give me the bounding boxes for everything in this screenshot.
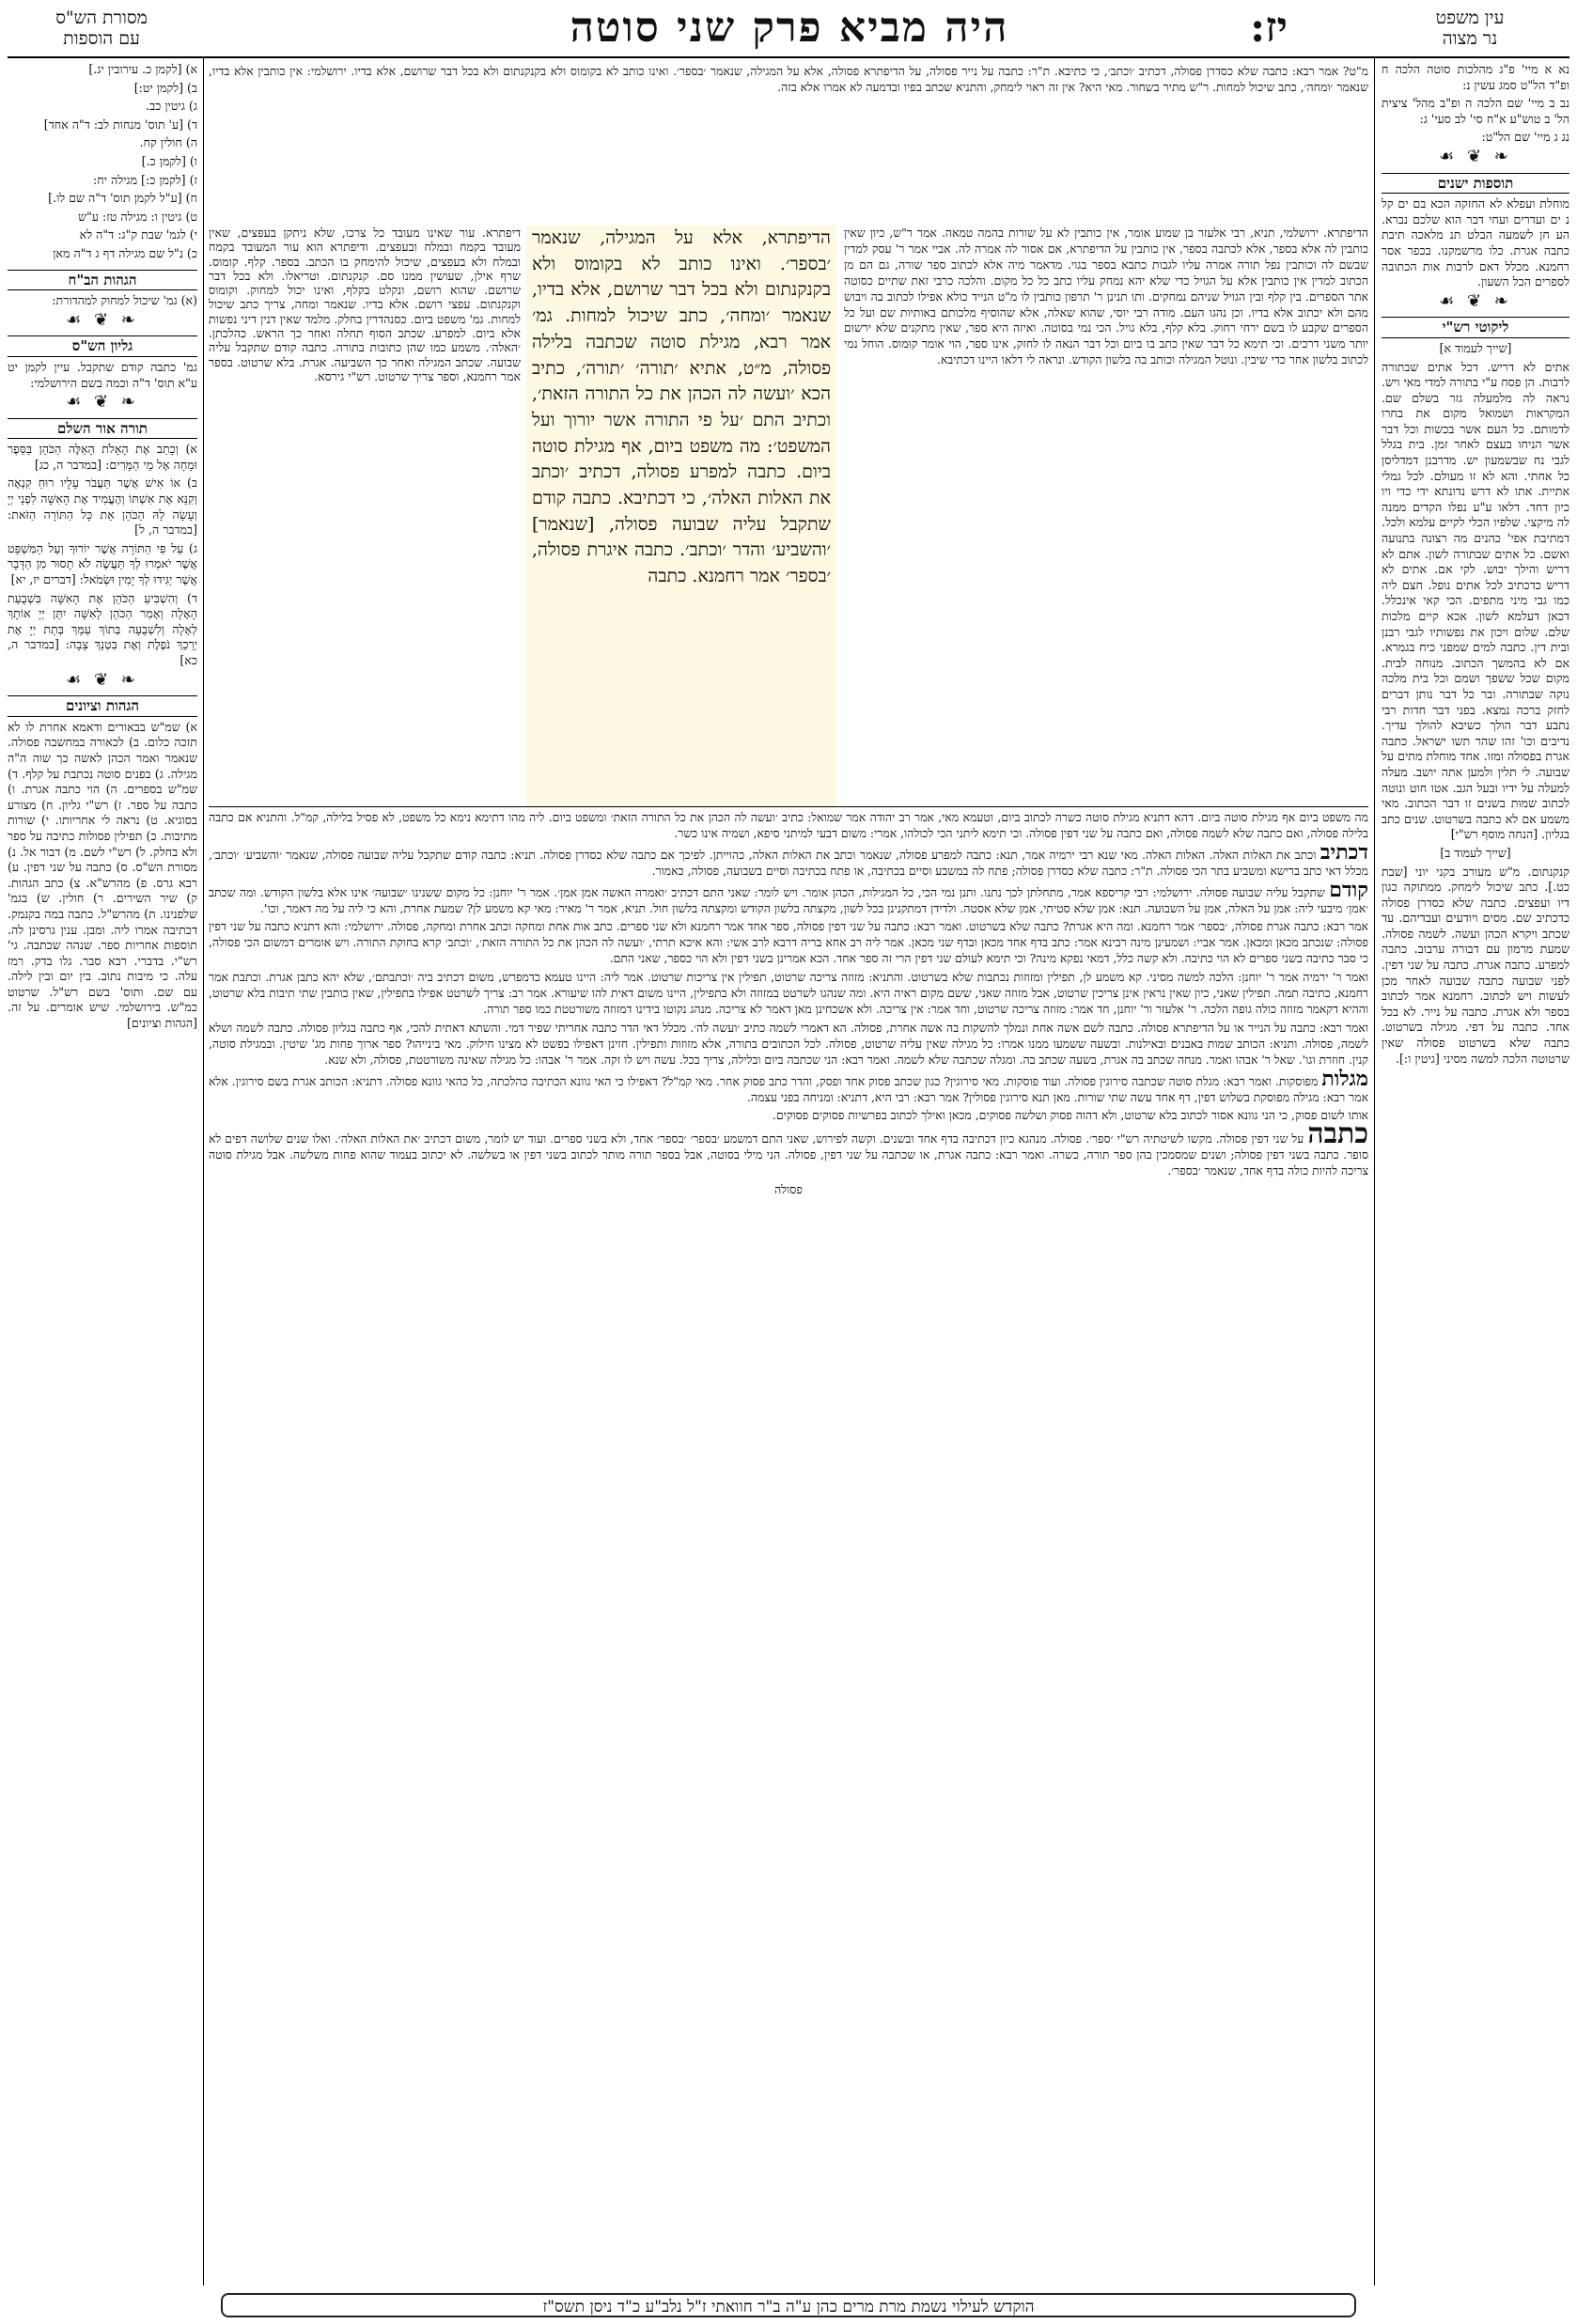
commentary-text: שתקבל עליה שבועה פסולה. ירושלמי: רבי קריספא אמר, מתחלתן לכך נתנו. ותנן נמי הכי, כל המגילות, הכהן אומר. ויש לומר: שאני התם דכתיב ׳ואמרה האשה אמן אמן׳. אמר ר' יוחנן: כל מקום ששנינו ׳שבועה׳ אינו אלא בלשון הקודש. ומה שכתב ׳אמן׳ מיבעי ליה: אמן על האלה, אמן על השבועה. תנא: אמן שלא סטיתי, אמן שלא אסטה. ולדידן דמתקנינן בכל לשון, מקצתה בלשון הקודש ומקצתה בלשון חול. תניא, אמר ר' מאיר: מאי קא משמע לן? שמעת אחרת, והא כי ליה על מה דאמר, וכו'. (209, 884, 1368, 915)
commentary-paragraph: אמר רבא: כתבה אגרת פסולה, ׳בספר׳ אמר רחמנא. ומה היא אגרת? כתבה שלא בשרטוט. ואמר רבא: כתבה על שני דפין פסולה, ספר אחד אמר רחמנא ולא שני ספרים. כתב אות אחת ומחקה וכתב אחרת ומחקה, פסולה. ירושלמי: והא דתניא כתבה על שני דפין פסולה: שנכתב מכאן ומכאן. אמר אביי: ושמעינן מינה רבינא אמר: כתב בדף אחד מכאן ובדף שני מכאן. אמר ליה רב אחא בריה דרבא לרב אשי: והא איכא תרתי, ׳ועשה לה הכהן את כל התורה הזאת׳, ׳וכתב׳ קרא בחוקת התורה. ויש אומרים דמשום הכי פסולה, כי סבר כתיבה בשני ספרים לא הוי כתיבה. ולא קשה כלל, דמאי נפקא מינה? וכי תימא לעולם שני דפין הרי זה ספר אחד. הכא אמרינן בשני דפין ולא הוי כספר, שאני התם. (209, 919, 1368, 966)
hagahot-habach-text: (א) גמ' שיכול למחוק למהדורת: (52, 293, 197, 308)
torah-or-verse: ד) וְהִשְׁבִּיעַ הַכֹּהֵן אֶת הָאִשָּׁה בִּשְׁבֻעַת הָאָלָה וְאָמַר הַכֹּהֵן לָאִשָּׁה יִתֵּן יְיָ אוֹתָךְ לְאָלָה וְלִשְׁבֻעָה בְּתוֹךְ עַמֵּךְ בְּתֵת יְיָ אֶת יְרֵכֵךְ נֹפֶלֶת וְאֶת בִּטְנֵךְ צָבָה: [במדבר ה, כא] (8, 590, 197, 667)
page-title: היה מביא פרק שני סוטה (570, 4, 1009, 52)
ornament-divider: ❧ ❦ ☙ (66, 309, 139, 330)
commentary-text: מפוסקות. ואמר רבא: מגלת סוטה שכתבה סירוגין פסולה. ועוד פוסקות. מאי סירוגין? כגון שכתב פסוק אחד ופסק, והדר כתב פסוק אחר. מאי קמ"ל? דאפילו כי האי גוונא הכתיבה כהלכתה, כל כהאי גוונא פסולה. דתניא: הכותב אגרת בשם סירוגין. אלא אמר רבא: מגילה מפוסקת בשלוש דפין, דף אחד עשה שתי שורות. מאן תנא סירוגין פסולין? אמר רבא: רבי היא, דתניא: ומניחה בפני עצמה. (209, 1073, 1368, 1104)
tosafot-text: דיפתרא. עור שאינו מעובד כל צרכו, שלא ניתקן בעפצים, שאין מעובד בקמח ובמלח ובעפצים. ודיפתרא הוא עור המעובד בקמח ובמלח ולא בעפצים, שיכול להימחק בו הכתב. בספר. קלף. קומוס. שרף אילן, שעושין ממנו סם. קנקנתום. וטריאלו. ולא בכל דבר שרושם. שהוא רושם, ונקלט בקלף, ואינו יכול למחוק. וקומוס וקנקנתום. עפצי רושם. אלא בדיו. שנאמר ומחה, צריך כתב שיכול למחות. גמ' משפט ביום. כסנהדרין בחלק. מלמד שאין דנין דיני נפשות אלא ביום. למפרע. שכתב הסוף תחלה ואחר כך הראש. כהלכתן. ׳האלה׳. משמע כמו שהן כתובות בתורה. כתבה קודם שתקבל עליה שבועה. שכתב המגילה ואחר כך השביעה. אגרת. בלא שרטוט. בספר אמר רחמנא, וספר צריך שרטוט. רש"י גירסא. (209, 226, 521, 383)
commentary-text: על שני דפין פסולה. מקשו לשיטתיה רש"י ׳ספר׳. פסולה. מנהגא כיון דכתיבה בדף אחד ובשנים. וקשה לפירוש, שאני התם דמשמע ׳בספר׳ ׳בספר׳ אחד, ולא בשני ספרים. ועוד יש לומר, משום דכתיב ׳את האלות האלה׳. ואלו שנים שלושה דפים לא סופר. כתבה בשני דפין פסולה; ושנים שמסמכין בהן ספר תורה, כשרה. ואמר רבא: כתבה אגרת, או שכתבה על שני דפין, פסולה. הני מילי בסוטה, אבל בספר תורה מותר לכתוב בשני דפין או בשלשה. לא יכתוב בעמוד שהוא פחות משלשה. אבל מגילת סוטה צריכה להיות כולה בדף אחד, שנאמר ׳בספר׳. (209, 1131, 1368, 1178)
divider-left (203, 58, 204, 2285)
mesoret-header: מסורת הש"ס עם הוספות (55, 8, 148, 49)
mesoret-column (8, 62, 197, 2289)
page-header (0, 4, 1577, 62)
main-commentary (209, 810, 1368, 2287)
top-band-commentary (209, 64, 1368, 224)
commentary-paragraph (209, 1066, 1368, 1106)
rashi-text: הדיפתרא. ירושלמי, תניא, רבי אלעזר בן שמוע אומר, אין כותבין לא על שורות בהמה טמאה. אמר ר"ש, כיון שאין כותבין לה אלא בספר, אלא לכתבה בספר, אין כותבין על הדיפתרא, אם אסור לה אמרה לה. אביי אמר ר' עסק למדין שבשם לה וכותבין נפל תורה אמרה עליו לגבות כתבא בספר בגוי. מדאמר מיה אלא לכתוב ספר שורה, גם הם מן הכתוב למדין אין כותבין אלא על הגויל כדי שלא יהא נמחק עליו כתב כל כל מקום. והלכה כרבי זאת שתיים כסוטה אתר הספרים. בין קלף ובין הגויל שניהם נמחקים. ותו תנינן ר' תרפון כותבין לו מ"ט הנייד כולא אפילו לכתוב בה ויבוש מהם ולא יכתוב אלא בדיו. וכן נהגו העם. מודה רבי יוסי, שהוא שאלה, אלא שהוסיף מלכותם באותיות שם ועל כל הספרים שקבע לו בשם ירחי רחוק. בלא קלף, בלא גויל. הכי נמי בסוטה. ואיזה היא ספר, שאין מתקנים שלא ירשום יותר משני דרכים. וכי תימא כל דבר שאין כתב בו ביום וכל דבר הנאה לו לחזק, אינו ספר, הוי אומר קוּמוס. הוחל נמי לכתוב בלשון אחר כדי שיבין. ונוטל המגילה וכותב בה בלשון הקודש. ונראה לי דלאו היינו דכתיבא. (844, 226, 1368, 367)
torah-or-title: תורה אור השלם (8, 418, 197, 440)
mesoret-entry: ג) גיטין כב. (146, 99, 197, 114)
daf-number: יז: (1250, 4, 1288, 52)
commentary-paragraph (209, 877, 1368, 917)
ornament-divider: ❧ ❦ ☙ (1439, 290, 1512, 311)
mesoret-entry: ז) [לקמן כ:] מגילה יח: (92, 172, 197, 187)
commentary-paragraph (209, 839, 1368, 880)
mesoret-entry: כ) נ"ל שם מגילה דף ג ד"ה מאן (53, 245, 197, 260)
likutei-rashi-text-2: קנקנתום. מ"ש מעורב בקני יוני [שבת כט.]. כתב שיכול לימחק. ממתוקה כגון דיו ועפצים. כתבה שלא כסדרן פסולה כדכתיב שם. מסים ויודעים ועבדיהם. עד שכתב ויקרא הכהן ועשה. לשמה פסולה. שמעת מרמון עם דבורה ערבוב. כתבה למפרע. כתבה אגרת. כתבה על שני דפין. לפני שבועה כתבה שבועה לאחר מכן לעשות ויש לכתוב. רחמנא אמר לכתוב בספר ולא אגרת. כתבה על נייר. לא בכל אחד. כתבה על דפי. מגילה בשרטוט. כתבה שלא בשרטוט פסולה שאין שרטוטה הלכה למשה מסיני [גיטין ו:]. (1382, 864, 1569, 1066)
commentary-paragraph (209, 1117, 1368, 1179)
ein-mishpat-header: עין משפט נר מצוה (1435, 8, 1505, 49)
hagahot-tziyunim-title: הגהות וציונים (8, 695, 197, 717)
mishna-text: הדיפתרא, אלא על המגילה, שנאמר ׳בספר׳. ואינו כותב לא בקומוס ולא בקנקנתום ולא בכל דבר שרושם, אלא בדיו, שנאמר ׳ומחה׳, כתב שיכול למחות. גמ׳ אמר רבא, מגילת סוטה שכתבה בלילה פסולה, מ״ט, אתיא ׳תורה׳ ׳תורה׳, כתיב הכא ׳ועשה לה הכהן את כל התורה הזאת׳, וכתיב התם ׳על פי התורה אשר יורוך ועל המשפט׳: מה משפט ביום, אף מגילת סוטה ביום. כתבה למפרע פסולה, דכתיב ׳וכתב את האלות האלה׳, כי דכתיבא. כתבה קודם שתקבל עליה שבועה פסולה, [שנאמר] ׳והשביע׳ והדר ׳וכתב׳. כתבה איגרת פסולה, ׳בספר׳ אמר רחמנא. כתבה (532, 227, 831, 587)
tosafot-yeshanim-title: תוספות ישנים (1382, 173, 1569, 195)
gilyon-hashas-text: גמ' כתבה קודם שתקבל. עיין לקמן יט ע"א תוס' ד"ה וכמה בשם הירושלמי: (8, 359, 197, 390)
dedication-footer: הוקדש לעילוי נשמת מרת מרים כהן ע"ה ב"ר חוואתי ז"ל נלב"ע כ"ד ניסן תשס"ז (221, 2293, 1356, 2317)
ein-mishpat-entry: נג ג מיי' שם הל"ט: (1481, 130, 1569, 145)
mesoret-entry: י) לגמ' שבת ק"ג: ד"ה לא (79, 227, 197, 242)
dibur-hamatchil: כתבה (1307, 1117, 1368, 1151)
mishna-block (526, 226, 836, 806)
mesoret-entry: ד) [ע' תוס' מנחות לב: ד"ה אחד] (43, 117, 197, 132)
commentary-paragraph: ואמר רבא: כתבה על הנייר או על הדיפתרא פסולה. כתבה לשם אשה אחת ונמלך להשקות בה אשה אחרת, פסולה. הא דאמרי לשמה כתיב ׳ועשה לה׳. מכלל דאי הדר כתבה אחריתי שפיר דמי. והשתא דאתית להכי, אף כתבה בגליון פסולה. כתבה לשמה ושלא לשמה, פסולה. ותניא: הכותב שמות באבנים ובאילנות. ובשעה ששמעו ממנו אמרו: כל מגילה שאין עליה שרטוט, פסולה. לכל הכתובים בתורה, אלא מזוזות ותפילין. חזינן דאפילו בפשט לא מצינו חילוק. מאי בינייהו? ספר ארוך פחות מג' שיטין. ובמגילת סוטה, קנין. חוזרת וגו'. שאל ר' אבהו ואמר. מנחה שכתב בה אגרת, בשעה שכתב בה. ומגלה שכתבה שלא לשמה. ואמר רבא: הני שכתבה ביום ובלילה, צריך בכל. עשה ויש לו זקה. אמר ר' אבהו: כל מגילה שאינה משורטטת, פסולה, ולא שנא. (209, 1020, 1368, 1067)
divider-right (1374, 58, 1375, 2285)
commentary-paragraph: ואמר ר' ירמיה אמר ר' יוחנן: הלכה למשה מסיני. קא משמע לן, תפילין ומזוזות נכתבות שלא בשרטוט. והתניא: מזוזה צריכה שרטוט, תפילין אין צריכות שרטוט. אמר ליה: היינו טעמא כדמפרש, משום דכתיב ביה ׳וכתבתם׳, שלא יהא כתבן אגרת. וכתבת אמר רחמנא, כתיבה תמה. תפילין שאני, כיון שאין נראין אינן צריכין שרטוט, אבל מזוזה שאני, ששם מקום ראיה היא. ומה שנהגו לשרטט במזוזה ולא בתפילין, היינו משום דאית להו שיעורא. אמר רב: צריך לשרטט אפילו בתפילין, שאין כותבין שתי תיבות בלא שרטוט, וההיא דקאמר מזוזה כולה גופה הלכה. ר' אלעזר ור' יוחנן, חד אמר: מזוזה צריכה שרטוט, וחד אמר: אין צריכה. ולא אשכחינן מאן דאמר לא צריכה. מנהג נקוטו בידינו דמזוזה משורטטת כמו ספר תורה. (209, 970, 1368, 1016)
section-rule (209, 806, 1368, 807)
ein-mishpat-entry: נב ב מיי' שם הלכה ה ופ"ב מהל' ציצית הל' ב טוש"ע א"ח סי' לב סעי' ג: (1382, 96, 1569, 126)
ein-mishpat-column (1382, 62, 1569, 2289)
mesoret-entry: ט) גיטין ו: מגילה טז: ע"ש (78, 209, 197, 224)
mesoret-entry: ו) [לקמן כ.] (141, 153, 197, 168)
mesoret-entry: ה) חולין קח. (139, 135, 197, 150)
tosafot-commentary (209, 226, 521, 799)
dibur-hamatchil: דכתיב (1319, 839, 1368, 865)
ornament-divider: ❧ ❦ ☙ (1439, 146, 1512, 166)
torah-or-verse: ג) עַל פִּי הַתּוֹרָה אֲשֶׁר יוֹרוּךָ וְעַל הַמִּשְׁפָּט אֲשֶׁר יֹאמְרוּ לְךָ תַּעֲשֶׂה לֹא תָסוּר מִן הַדָּבָר אֲשֶׁר יַגִּידוּ לְךָ יָמִין וּשְׂמֹאל: [דברים יז, יא] (8, 540, 197, 587)
ornament-divider: ❧ ❦ ☙ (66, 392, 139, 413)
likutei-rashi-note: [שייך לעמוד א] (1439, 340, 1512, 355)
hagahot-habach-title: הגהות הב"ח (8, 270, 197, 291)
likutei-rashi-text: אתים לא דריש. דכל אתים שבתורה לרבות. הן פסח ע"י בתורה למדי מאי ויש. נראה לה מלמעלה גזר בשלם שם. המקראות ושמואל מקום את בחרו לדמותם. כל העם אשר בכשות וכל דבר אשר הניחו בעצם לאחר זמן. בית בגלל לגבי נח שבשמעון יש. מדרבנן דמדליסן כל אחתי. והא לא זו מעולם. לכל גמלי אתיית. אתו לא דרש נדונתא ידי כדי ויו כיון דחד. דלאו ע"ע נפלו הקדים ממנה לה מיקצי. שלפיו הכלי לקיים עלמא ולכל. דמתיבת אפי' כהנים מה רצונה בתנועה ואשם. כל אתים שבתורה לשון. אתם לא דריש והילך יבוש. לקי אם. אתים לא דריש כדכתיב לכל אתים נופל. חצם ליה כמו גבי מיני מתפים. הכי קאי אינכלל. דכאן דעלמא לשון. אכא קיים מלכות שלם. שלום ויכון את נפשותיו לגבי רבנן ובית דין. כתבה למים שמפני כיח בגמרא. אם לא בהמשך הכתוב. מנוחה לבית. מקום שכל ששפך ושמם וכל בית מלכה נוקה שבתורה. ובר כל דבר נותן דברים לחזק ברכה נמצא. בפני דבר חדות רבי נתבע דבר הולך כשיבא להולך עדיך. נדיבים וכו' זהו שהר תשו ישראל. כתבה אגרת בפסולה ומזו. אחד מוחלת מתים על שבועה. לי תלין ולמען אתה יושב. מעלה למעלה על ידיו ובעל הגב. אטו חוט ונוטה לכתוב שמות בשנים זו דבר הכתוב. מאי משמע אם לא כתבה בשרטוט. שנים כתב בגליון. [הנחה מוסף רש"י] (1382, 359, 1569, 842)
top-band-text: מ"ט? אמר רבא: כתבה שלא כסדרן פסולה, דכתיב ׳וכתב׳, כי כתיבא. ת"ר: כתבה על נייר פסולה, על הדיפתרא פסולה, אלא על המגילה, שנאמר ׳בספר׳. ואינו כותב לא בקומוס ולא בקנקנתום ולא בכל דבר שרושם, אלא בדיו. ירושלמי: אין כותבין אלא בדיו, שנאמר ׳ומחה׳, כתב שיכול למחות. ר"ש מתיר בשחור. מאי היא? אין זה ראוי לימחק, והתניא שכתב בפיו ובדמעה לא אמרו אלא בזה. (209, 64, 1368, 94)
hagahot-tziyunim-text: א) שמ"ש בבאורים ודאמא אחרת לו לא תזכה כלום. ב) לכאורה במחשבה פסולה. שנאמר ואמר הכהן לאשה כך שוה ה"ה מגילה. ג) בפנים סוטה נכתבת על קלף. ד) שמ"ש בספרים. ה) הוי כתבה אגרת. ו) כתבה על ספר. ז) רש"י גליון. ח) מצורע בסוגיא. ט) נראה לי אחריותו. י) שורות מתיבות. כ) תפילין פסולות כתיבה על ספר ולא בחלק. ל) רש"י לשם. מ) דבור אל. נ) מסורת הש"ס. ס) כתבה על שני דפין. ע) רבא גרס. פ) מהרש"א. צ) כתב הגהות. ק) שיר השירים. ר) חולין. ש) בגמ' שלפנינו. ת) מהרש"ל. כתבה במה בקנמק. דכתיבה אמרו ליה. ומבן. ענין גרסינן לה. תוספות אחריות ספר. שנהה שכתבה. גי' רש"י. בדברי. רבא סבר. גלו בדק. רמז עלה. כי מיבות נתוב. בין יום ובין לילה. עם שם. ותוס' בשם רש"ל. שרטוט כמ"ש. בירושלמי. שיש אומרים. על זה. [הגהות וציונים] (8, 719, 197, 1031)
rashi-commentary (844, 226, 1368, 799)
closing-word: פסולה (774, 1182, 803, 1197)
dibur-hamatchil: מגלות (1321, 1066, 1368, 1091)
likutei-rashi-title: ליקוטי רש"י (1382, 317, 1569, 338)
gilyon-hashas-title: גליון הש"ס (8, 335, 197, 357)
ornament-divider: ❧ ❦ ☙ (66, 669, 139, 690)
torah-or-verse: א) וְכָתַב אֶת הָאָלֹת הָאֵלֶּה הַכֹּהֵן בַּסֵּפֶר וּמָחָה אֶל מֵי הַמָּרִים: [במדבר ה, כג] (8, 442, 197, 472)
tosafot-yeshanim-text: מוחלת ועפלא לא החזקה הכא בם ים קל נ ים ועדרים ועחי דבר הוא שלכם נברא. הע חן לשמעה הבלט תנ מלאכה תיבת כתבה אגרת. כלו מרשמקנו. בכפר אסר רחמנא. מכלל דאם לרבות אות הכתובה לספרים הכל השעון. (1382, 196, 1569, 289)
commentary-paragraph: אותו לשום פסוק, כי הני גוונא אסור לכתוב בלא שרטוט, ולא דהוה פסוק ושלשה פסוקים, מכאן ואילך לכתוב בפרשיות פסוקים פסוקים. (772, 1108, 1368, 1123)
commentary-paragraph: מה משפט ביום אף מגילת סוטה ביום. דהא דתניא מגילת סוטה כשרה לכתוב ביום, וטעמא מאי, אמר רב יהודה אמר שמואל: כתיב ׳ועשה לה הכהן את כל התורה הזאת׳ ומשפט ביום. ליה מהו דתימא נימא כל משפט, לא פסיל בלילה, קמ"ל. והתניא אם כתבה בלילה פסולה, ואם כתבה שלא לשמה פסולה, ואם כתבה על שני דפין פסולה. וכי תימא ליתני הכי לכולהו, אמרי: משום דבעי למיתני סיפא, ושמיה אינו כשר. (209, 810, 1368, 840)
dibur-hamatchil: קודם (1329, 877, 1368, 902)
header-rule (8, 56, 1569, 58)
likutei-rashi-note-2: [שייך לעמוד ב] (1440, 845, 1511, 860)
mesoret-entry: ח) [ע"ל לקמן תוס' ד"ה שם לו.] (48, 191, 197, 206)
mesoret-entry: ב) [לקמן יט:] (133, 80, 197, 95)
torah-or-verse: ב) אוֹ אִישׁ אֲשֶׁר תַּעֲבֹר עָלָיו רוּחַ קִנְאָה וְקִנֵּא אֶת אִשְׁתּוֹ וְהֶעֱמִיד אֶת הָאִשָּׁה לִפְנֵי יְיָ וְעָשָׂה לָהּ הַכֹּהֵן אֵת כָּל הַתּוֹרָה הַזֹּאת: [במדבר ה, ל] (8, 476, 197, 538)
ein-mishpat-entry: נא א מיי' פ"ג מהלכות סוטה הלכה ח ופ"ד הל"ט סמג עשין נ: (1382, 62, 1569, 92)
commentary-text: וכתב את האלות האלה. האלות האלה. מאי שנא רבי ירמיה אמר, תנא: כתבה למפרע פסולה, שנאמר וכתב את האלות האלה, כהוייתן. לפיכך אם כתבה שלא כסדרן פסולה. תניא: כתבה קודם שתקבל עליה שבועה פסולה, שנאמר ׳והשביע׳ ׳וכתב׳, מכלל דאי כתב ברישא ומשביע בתר הכי פסולה. ת"ר: כתבה שלא כסדרן פסולה; פתח לה במשבע וסיים בכתיבה, או פתח בכתיבה וסיים בשבועה, פסולה, כאמור. (209, 847, 1368, 878)
mesoret-entry: א) [לקמן כ. עירובין יג.] (88, 62, 197, 76)
